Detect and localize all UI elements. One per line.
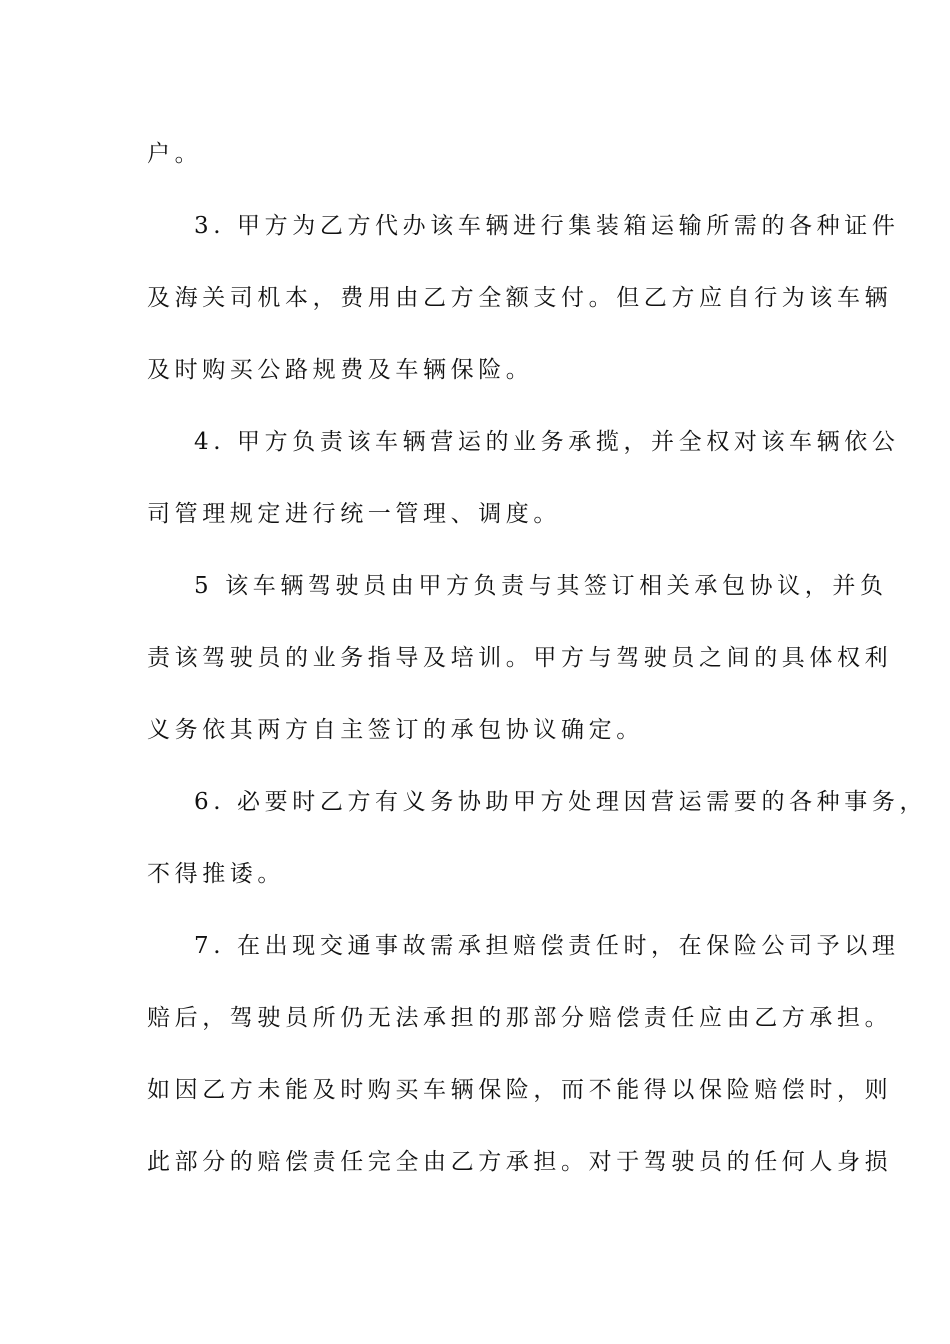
- text-line: 责该驾驶员的业务指导及培训。甲方与驾驶员之间的具体权利: [147, 645, 893, 671]
- text-line: 及时购买公路规费及车辆保险。: [147, 357, 534, 383]
- text-line: 义务依其两方自主签订的承包协议确定。: [147, 717, 644, 743]
- text-line: 3. 甲方为乙方代办该车辆进行集装箱运输所需的各种证件: [194, 213, 900, 239]
- text-line: 6. 必要时乙方有义务协助甲方处理因营运需要的各种事务，: [194, 789, 928, 815]
- text-line: 4. 甲方负责该车辆营运的业务承揽，并全权对该车辆依公: [194, 429, 900, 455]
- text-line: 如因乙方未能及时购买车辆保险，而不能得以保险赔偿时，则: [147, 1077, 893, 1103]
- text-line: 此部分的赔偿责任完全由乙方承担。对于驾驶员的任何人身损: [147, 1149, 893, 1175]
- text-line: 7. 在出现交通事故需承担赔偿责任时，在保险公司予以理: [194, 933, 900, 959]
- text-line: 司管理规定进行统一管理、调度。: [147, 501, 561, 527]
- text-line: 赔后，驾驶员所仍无法承担的那部分赔偿责任应由乙方承担。: [147, 1005, 893, 1031]
- text-line: 5 该车辆驾驶员由甲方负责与其签订相关承包协议，并负: [194, 573, 888, 599]
- text-line: 户。: [147, 141, 203, 167]
- text-line: 不得推诿。: [147, 861, 285, 887]
- text-line: 及海关司机本，费用由乙方全额支付。但乙方应自行为该车辆: [147, 285, 893, 311]
